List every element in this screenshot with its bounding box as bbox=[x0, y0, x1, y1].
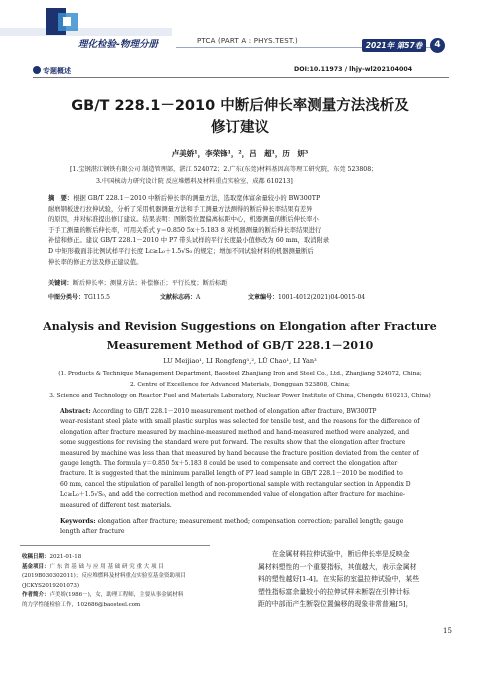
cn-abstract bbox=[48, 194, 442, 268]
journal-name: 理化检验-物理分册 bbox=[78, 39, 158, 50]
footnote-rule bbox=[20, 545, 210, 546]
intro-line: 属材料塑性的一个重要指标，其值越大，表示金属材 bbox=[258, 562, 417, 571]
cn-affiliation-line1: [1.宝钢湛江钢铁有限公司 制造管理部，湛江 524072；2.广东(东莞)材料基因高等理工研究院，东莞 523808； bbox=[70, 166, 378, 173]
journal-header-graphic bbox=[0, 6, 172, 40]
cn-abstract-line: 补偿和修正。建议 GB/T 228.1－2010 中 P7 带头试样的平行长度最小值修改为 60 mm，取消附录 bbox=[48, 237, 330, 245]
cn-affiliation-line2: 3.中国核动力研究设计院 反应堆燃料及材料重点实验室，成都 610213] bbox=[96, 178, 293, 185]
intro-paragraph bbox=[258, 548, 453, 611]
en-abstract-line: 60 mm, cancel the stipulation of parallel length of non-proportional sample with rectangular section in Appendix D bbox=[60, 480, 411, 488]
cn-authors: 卢美娇¹，李荣锋¹，²，吕 超¹，历 妍³ bbox=[171, 149, 309, 158]
article-id: 文章编号：1001-4012(2021)04-0015-04 bbox=[248, 294, 366, 301]
cn-abstract-line: 耐磨钢板进行拉伸试验，分析了采用机器测量方法和手工测量方法测得的断后伸长率结果有差异 bbox=[48, 205, 313, 213]
intro-line: 在金属材料拉伸试验中，断后伸长率是反映金 bbox=[258, 550, 410, 558]
en-affiliation-line3: 3. Science and Technology on Reactor Fuel and Materials Laboratory, Nuclear Power Institute of China, Chengdu 610213, China) bbox=[49, 393, 431, 399]
en-keywords-text: elongation after fracture; measurement method; compensation correction; parallel length; gauge bbox=[97, 518, 404, 525]
en-abstract-line: gauge length. The formula y＝0.850 5x＋5.183 8 could be used to compensate and correct the elongation after bbox=[60, 460, 398, 468]
en-abstract-line: elongation after fracture measured by machine-measured method and hand-measured method were analyzed, and bbox=[60, 428, 410, 436]
footnote-line: 的力学性能检验工作，102686@baosteel.com bbox=[22, 601, 141, 608]
cn-keywords-text: 断后伸长率；测量方法；补偿修正；平行长度；断后标距 bbox=[72, 280, 228, 287]
footnote-line: (2019B030302011)；反应堆燃料及材料重点实验室基金资助项目 bbox=[22, 573, 186, 580]
footnote-line: (JCKYS2019201073) bbox=[22, 582, 80, 589]
intro-line: 料的塑性越好[1-4]。在实际的室温拉伸试验中，某些 bbox=[258, 575, 420, 584]
cn-keywords bbox=[48, 278, 227, 287]
issue-number-badge: 4 bbox=[430, 38, 445, 53]
bullet-icon bbox=[33, 66, 41, 74]
cn-keywords-label: 关键词： bbox=[48, 280, 73, 287]
footnote-line: 作者简介：卢美娇(1986－)，女，助理工程师，主要从事金属材料 bbox=[22, 592, 184, 599]
category-tag bbox=[33, 66, 71, 76]
journal-subtitle: PTCA (PART A : PHYS.TEST.) bbox=[197, 37, 298, 45]
footnote-line: 基金项目：广 东 省 基 础 与 应 用 基 础 研 究 重 大 项 目 bbox=[22, 563, 164, 570]
divider bbox=[33, 77, 449, 78]
en-abstract-line: measured of different test materials. bbox=[60, 501, 172, 509]
header-band bbox=[0, 28, 172, 36]
en-abstract-label: Abstract: bbox=[60, 408, 91, 415]
en-abstract-line: fracture. It is suggested that the minimum parallel length of P7 lead sample in GB/T 228.1－2010 be modified to bbox=[60, 470, 403, 478]
page-number: 15 bbox=[443, 627, 452, 635]
cn-title-line2: 修订建议 bbox=[211, 120, 269, 136]
doi: DOI:10.11973 / lhjy-wl202104004 bbox=[294, 66, 413, 73]
en-keywords-label: Keywords: bbox=[60, 518, 96, 525]
en-affiliation-line1: (1. Products & Technique Management Department, Baosteel Zhanjiang Iron and Steel Co., Ltd., Zhanjiang 524072, China; bbox=[58, 371, 422, 377]
category-label: 专题概述 bbox=[43, 67, 71, 75]
cn-abstract-line: 摘 要：根据 GB/T 228.1－2010 中断后伸长率的测量方法，选取宽体富余量较小的 BW300TP bbox=[48, 195, 321, 202]
header-block-white bbox=[63, 17, 71, 26]
en-abstract-line: Lc≥L₀＋1.5√S₀, and add the correction method and recommended value of elongation after fracture for machine- bbox=[60, 491, 405, 499]
cn-abstract-label: 摘 要： bbox=[48, 195, 74, 202]
clc-number: 中图分类号：TG115.5 bbox=[48, 294, 110, 301]
cn-title-line1: GB/T 228.1－2010 中断后伸长率测量方法浅析及 bbox=[71, 98, 409, 114]
en-keywords bbox=[60, 517, 403, 538]
issue-label: 2021年 第57卷 bbox=[365, 41, 423, 50]
en-title-line2: Measurement Method of GB/T 228.1－2010 bbox=[106, 339, 374, 352]
en-keywords-text: length after fracture bbox=[60, 528, 125, 536]
en-abstract-line: Abstract: According to GB/T 228.1－2010 measurement method of elongation after fracture, BW300TP bbox=[60, 408, 377, 415]
intro-line: 距的中部而产生断裂位置偏移的现象非常普遍[5]， bbox=[258, 600, 413, 609]
cn-abstract-line: 于手工测量的断后伸长率，可用关系式 y＝0.850 5x＋5.183 8 对机器测量的断后伸长率结果进行 bbox=[48, 226, 322, 234]
cn-abstract-line: 的原因，并对标准提出修订建议。结果表明：图断裂位置偏离标距中心，机器测量的断后伸长率小 bbox=[48, 216, 319, 224]
en-abstract-line: some suggestions for revising the standard were put forward. The results show that the elongation after fracture bbox=[60, 439, 406, 447]
en-abstract-line: measured by machine was less than that measured by hand because the fracture position deviated from the center of bbox=[60, 449, 419, 457]
en-abstract bbox=[60, 407, 446, 511]
en-authors: LU Meijiao¹, LI Rongfeng¹,², LÜ Chao¹, LI Yan³ bbox=[163, 357, 317, 365]
en-title-line1: Analysis and Revision Suggestions on Elongation after Fracture bbox=[43, 320, 437, 333]
en-affiliation-line2: 2. Centre of Excellence for Advanced Materials, Dongguan 523808, China; bbox=[129, 382, 351, 388]
footnotes bbox=[22, 553, 222, 611]
intro-line: 塑性指标富余量较小的拉伸试样未断裂在引伸计标 bbox=[258, 587, 410, 596]
cn-abstract-line: 伸长率的修正方法及修正建议值。 bbox=[48, 258, 143, 266]
cn-abstract-line: D 中矩形截面非比例试样平行长度 Lc≥L₀＋1.5√S₀ 的规定；增加不同试验材料的机器测量断后 bbox=[48, 247, 314, 255]
footnote-line: 收稿日期：2021-01-18 bbox=[22, 554, 82, 560]
en-abstract-line: wear-resistant steel plate with small plastic surplus was selected for tensile test, and the reasons for the difference of bbox=[60, 418, 420, 426]
document-code: 文献标志码：A bbox=[160, 294, 201, 301]
cn-classification-ids bbox=[48, 292, 365, 301]
